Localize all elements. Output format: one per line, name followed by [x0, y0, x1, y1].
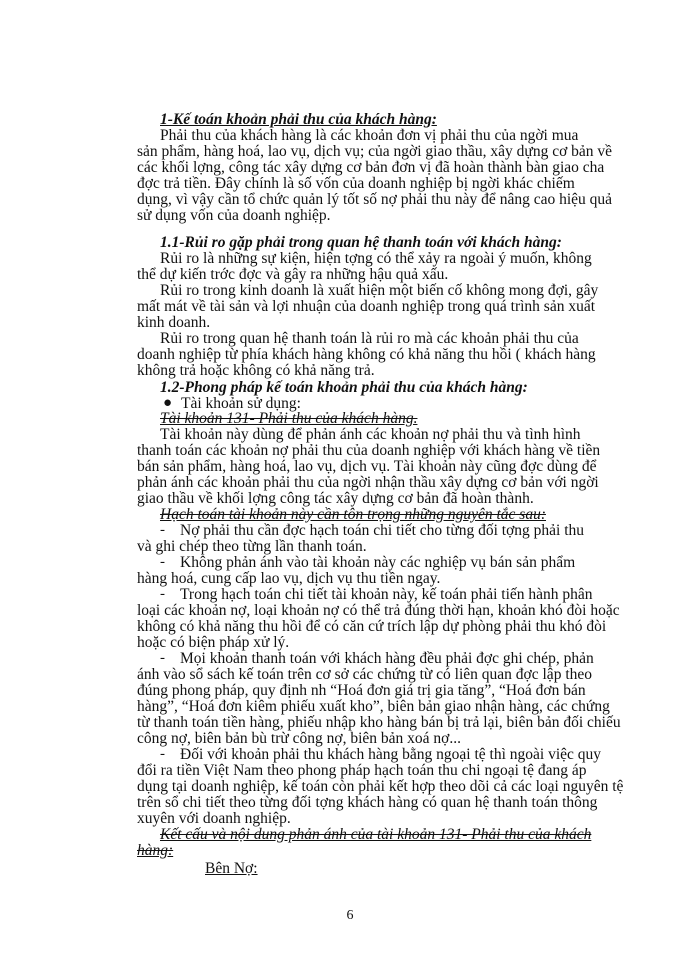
- principle-line: trên sổ chi tiết theo từng đối tợng khách hàng có quan hệ thanh toán thông: [137, 794, 598, 811]
- account-title: Tài khoản 131- Phải thu của khách hàng.: [160, 410, 418, 427]
- paragraph-line: Rủi ro trong quan hệ thanh toán là rủi ro mà các khoản phải thu của: [160, 330, 579, 347]
- principles-title: Hạch toán tài khoản này cần tôn trọng những nguyên tắc sau:: [160, 506, 546, 523]
- paragraph-line: đợc trả tiền. Đây chính là số vốn của doanh nghiệp bị ngời khác chiếm: [137, 175, 575, 192]
- debit-label: Bên Nợ:: [205, 860, 258, 877]
- paragraph-line: Tài khoản này dùng để phản ánh các khoản nợ phải thu và tình hình: [160, 426, 581, 443]
- paragraph-line: thể dự kiến trớc đợc và gây ra những hậu quả xấu.: [137, 266, 449, 283]
- paragraph-line: dụng, vì vậy cần tổ chức quản lý tốt số nợ phải thu này để nâng cao hiệu quả: [137, 191, 613, 208]
- paragraph-line: bán sản phẩm, hàng hoá, lao vụ, dịch vụ. Tài khoản này cũng đợc dùng để: [137, 458, 597, 475]
- paragraph-line: doanh nghiệp từ phía khách hàng không có khả năng thu hồi ( khách hàng: [137, 346, 596, 363]
- paragraph-line: Rủi ro là những sự kiện, hiện tợng có thể xảy ra ngoài ý muốn, không: [160, 250, 592, 267]
- section-heading-1-1: 1.1-Rủi ro gặp phải trong quan hệ thanh toán với khách hàng:: [160, 234, 562, 251]
- principle-line: xuyên với doanh nghiệp.: [137, 810, 291, 827]
- principle-line: và ghi chép theo từng lần thanh toán.: [137, 538, 367, 555]
- principle-line: đổi ra tiền Việt Nam theo phong pháp hạch toán thu chi ngoại tệ đang áp: [137, 762, 587, 779]
- principle-line: Mọi khoản thanh toán với khách hàng đều phải đợc ghi chép, phản: [180, 650, 594, 667]
- paragraph-line: sản phẩm, hàng hoá, lao vụ, dịch vụ; của ngời giao thầu, xây dựng cơ bản về: [137, 143, 613, 160]
- principle-line: hàng”, “Hoá đơn kiêm phiếu xuất kho”, biên bản giao nhận hàng, các chứng: [137, 698, 610, 715]
- principle-line: công nợ, biên bản bù trừ công nợ, biên bản xoá nợ...: [137, 730, 461, 747]
- bullet-dot-icon: ●: [163, 395, 173, 411]
- dash-bullet-icon: -: [160, 650, 165, 666]
- structure-title: Kết cấu và nội dung phản ánh của tài khoản 131- Phải thu của khách: [160, 826, 592, 843]
- bullet-text: Tài khoản sử dụng:: [181, 395, 301, 412]
- principle-line: Trong hạch toán chi tiết tài khoản này, kế toán phải tiến hành phân: [180, 586, 593, 603]
- dash-bullet-icon: -: [160, 522, 165, 538]
- paragraph-line: mất mát về tài sản và lợi nhuận của doanh nghiệp trong quá trình sản xuất: [137, 298, 596, 315]
- paragraph-line: sử dụng vốn của doanh nghiệp.: [137, 207, 331, 224]
- dash-bullet-icon: -: [160, 746, 165, 762]
- paragraph-line: Rủi ro trong kinh doanh là xuất hiện một biến cố không mong đợi, gây: [160, 282, 599, 299]
- principle-line: không có khả năng thu hồi để có căn cứ trích lập dự phòng phải thu khó đòi: [137, 618, 607, 635]
- paragraph-line: kinh doanh.: [137, 314, 211, 331]
- principle-line: Không phản ánh vào tài khoản này các nghiệp vụ bán sản phẩm: [180, 554, 576, 571]
- principle-line: Đối với khoản phải thu khách hàng bằng ngoại tệ thì ngoài việc quy: [180, 746, 602, 763]
- paragraph-line: Phải thu của khách hàng là các khoản đơn vị phải thu của ngời mua: [160, 127, 579, 144]
- paragraph-line: phản ánh các khoản phải thu của ngời nhận thầu xây dựng cơ bản với ngời: [137, 474, 599, 491]
- structure-title: hàng:: [137, 842, 174, 859]
- principle-line: dụng tại doanh nghiệp, kế toán còn phải kết hợp theo dõi cả các loại nguyên tệ: [137, 778, 624, 795]
- paragraph-line: các khối lợng, công tác xây dựng cơ bản đơn vị đã hoàn thành bàn giao cha: [137, 159, 605, 176]
- section-heading-1-2: 1.2-Phong pháp kế toán khoản phải thu của khách hàng:: [160, 379, 528, 396]
- page-number: 6: [346, 908, 354, 923]
- principle-line: ánh vào sổ sách kế toán trên cơ sở các chứng từ có liên quan đợc lập theo: [137, 666, 593, 683]
- paragraph-line: thanh toán các khoản nợ phải thu của doanh nghiệp với khách hàng về tiền: [137, 442, 601, 459]
- dash-bullet-icon: -: [160, 554, 165, 570]
- section-heading-1: 1-Kế toán khoản phải thu của khách hàng:: [160, 111, 437, 128]
- principle-line: Nợ phải thu cần đợc hạch toán chi tiết cho từng đối tợng phải thu: [180, 522, 585, 539]
- paragraph-line: không trả hoặc không có khả năng trả.: [137, 362, 375, 379]
- principle-line: hoặc có biện pháp xử lý.: [137, 634, 290, 651]
- principle-line: đúng phong pháp, quy định nh “Hoá đơn giá trị gia tăng”, “Hoá đơn bán: [137, 682, 586, 699]
- principle-line: từ thanh toán tiền hàng, phiếu nhập kho hàng bán bị trả lại, biên bản đối chiếu: [137, 714, 621, 731]
- principle-line: hàng hoá, cung cấp lao vụ, dịch vụ thu tiền ngay.: [137, 570, 441, 587]
- principle-line: loại các khoản nợ, loại khoản nợ có thể trả đúng thời hạn, khoản khó đòi hoặc: [137, 602, 620, 619]
- dash-bullet-icon: -: [160, 586, 165, 602]
- paragraph-line: giao thầu về khối lợng công tác xây dựng cơ bản đã hoàn thành.: [137, 490, 534, 507]
